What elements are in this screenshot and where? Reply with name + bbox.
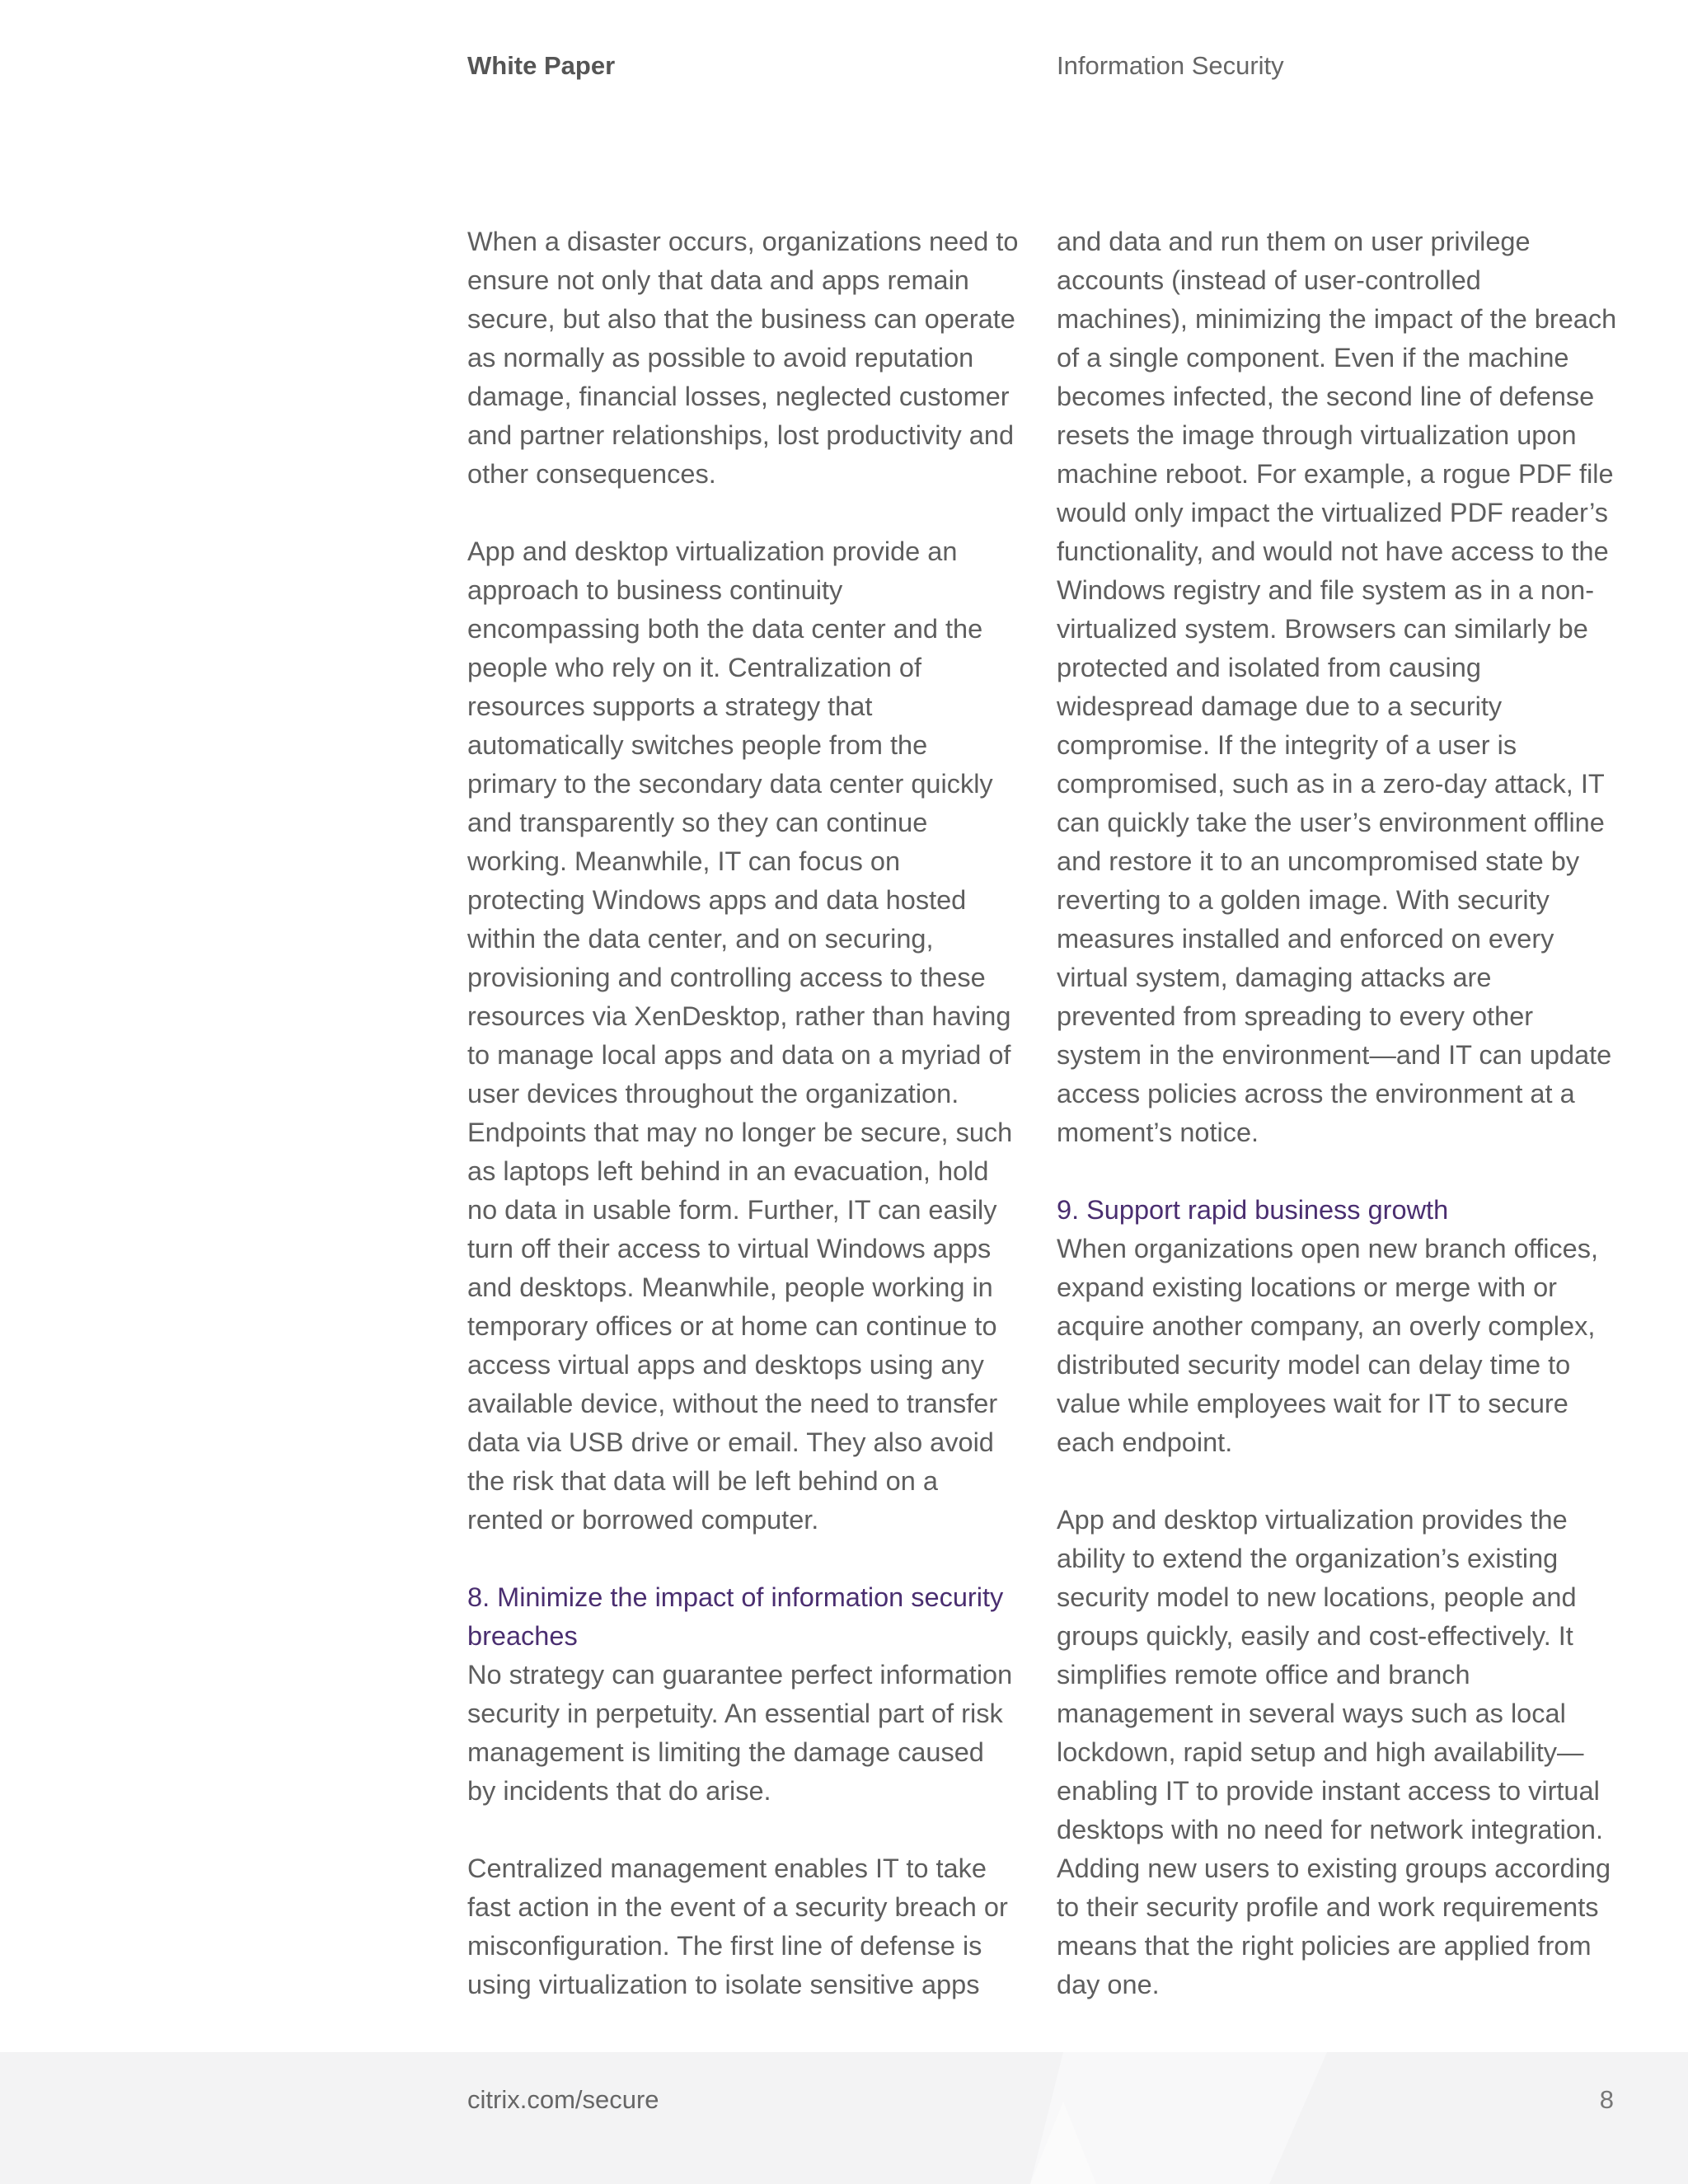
document-topic-label: Information Security bbox=[1057, 51, 1284, 80]
paragraph-centralized-management: Centralized management enables IT to take fast action in the event of a security breach or misconfiguration. The first line of defense is using virtualization to isolate sensitive apps bbox=[467, 1854, 1008, 1999]
paragraph-no-strategy: No strategy can guarantee perfect information security in perpetuity. An essential part of risk management is limiting the damage caused by incidents that do arise. bbox=[467, 1660, 1013, 1806]
left-column bbox=[467, 223, 1020, 2043]
page-number: 8 bbox=[1599, 2085, 1614, 2114]
section-heading-9: 9. Support rapid business growth bbox=[1057, 1195, 1449, 1225]
footer-url-link[interactable]: citrix.com/secure bbox=[467, 2085, 659, 2114]
page-header bbox=[467, 51, 1613, 92]
page-footer bbox=[0, 2052, 1688, 2184]
footer-decoration bbox=[0, 2052, 1688, 2184]
section-heading-8: 8. Minimize the impact of information security breaches bbox=[467, 1582, 1004, 1651]
paragraph-disaster-intro: When a disaster occurs, organizations need to ensure not only that data and apps remain secure, but also that the business can operate as normally as possible to avoid reputation damage, financial losses, neglected customer and partner relationships, lost productivity and other consequences. bbox=[467, 227, 1019, 489]
paragraph-virtualization-extend: App and desktop virtualization provides the ability to extend the organization’s existing security model to new locations, people and groups quickly, easily and cost-effectively. It simplifies remote office and branch management in several ways such as local lockdown, rapid setup and high availability—enabling IT to provide instant access to virtual desktops with no need for network integration. Adding new users to existing groups according to their security profile and work requirements means that the right policies are applied from day one. bbox=[1057, 1505, 1611, 1999]
document-type-label: White Paper bbox=[467, 51, 616, 80]
paragraph-isolation-continued: and data and run them on user privilege accounts (instead of user-controlled machines), minimizing the impact of the breach of a single component. Even if the machine becomes infected, the second line of defense resets the image through virtualization upon machine reboot. For example, a rogue PDF file would only impact the virtualized PDF reader’s functionality, and would not have access to the Windows registry and file system as in a non-virtualized system. Browsers can similarly be protected and isolated from causing widespread damage due to a security compromise. If the integrity of a user is compromised, such as in a zero-day attack, IT can quickly take the user’s environment offline and restore it to an uncompromised state by reverting to a golden image. With security measures installed and enforced on every virtual system, damaging attacks are prevented from spreading to every other system in the environment—and IT can update access policies across the environment at a moment’s notice. bbox=[1057, 227, 1617, 1147]
right-column bbox=[1057, 223, 1617, 2043]
paragraph-branch-offices: When organizations open new branch offices, expand existing locations or merge with or acquire another company, an overly complex, distributed security model can delay time to value while employees wait for IT to secure each endpoint. bbox=[1057, 1234, 1599, 1457]
paragraph-business-continuity: App and desktop virtualization provide an approach to business continuity encompassing both the data center and the people who rely on it. Centralization of resources supports a strategy that automatically switches people from the primary to the secondary data center quickly and transparently so they can continue working. Meanwhile, IT can focus on protecting Windows apps and data hosted within the data center, and on securing, provisioning and controlling access to these resources via XenDesktop, rather than having to manage local apps and data on a myriad of user devices throughout the organization. Endpoints that may no longer be secure, such as laptops left behind in an evacuation, hold no data in usable form. Further, IT can easily turn off their access to virtual Windows apps and desktops. Meanwhile, people working in temporary offices or at home can continue to access virtual apps and desktops using any available device, without the need to transfer data via USB drive or email. They also avoid the risk that data will be left behind on a rented or borrowed computer. bbox=[467, 537, 1013, 1535]
